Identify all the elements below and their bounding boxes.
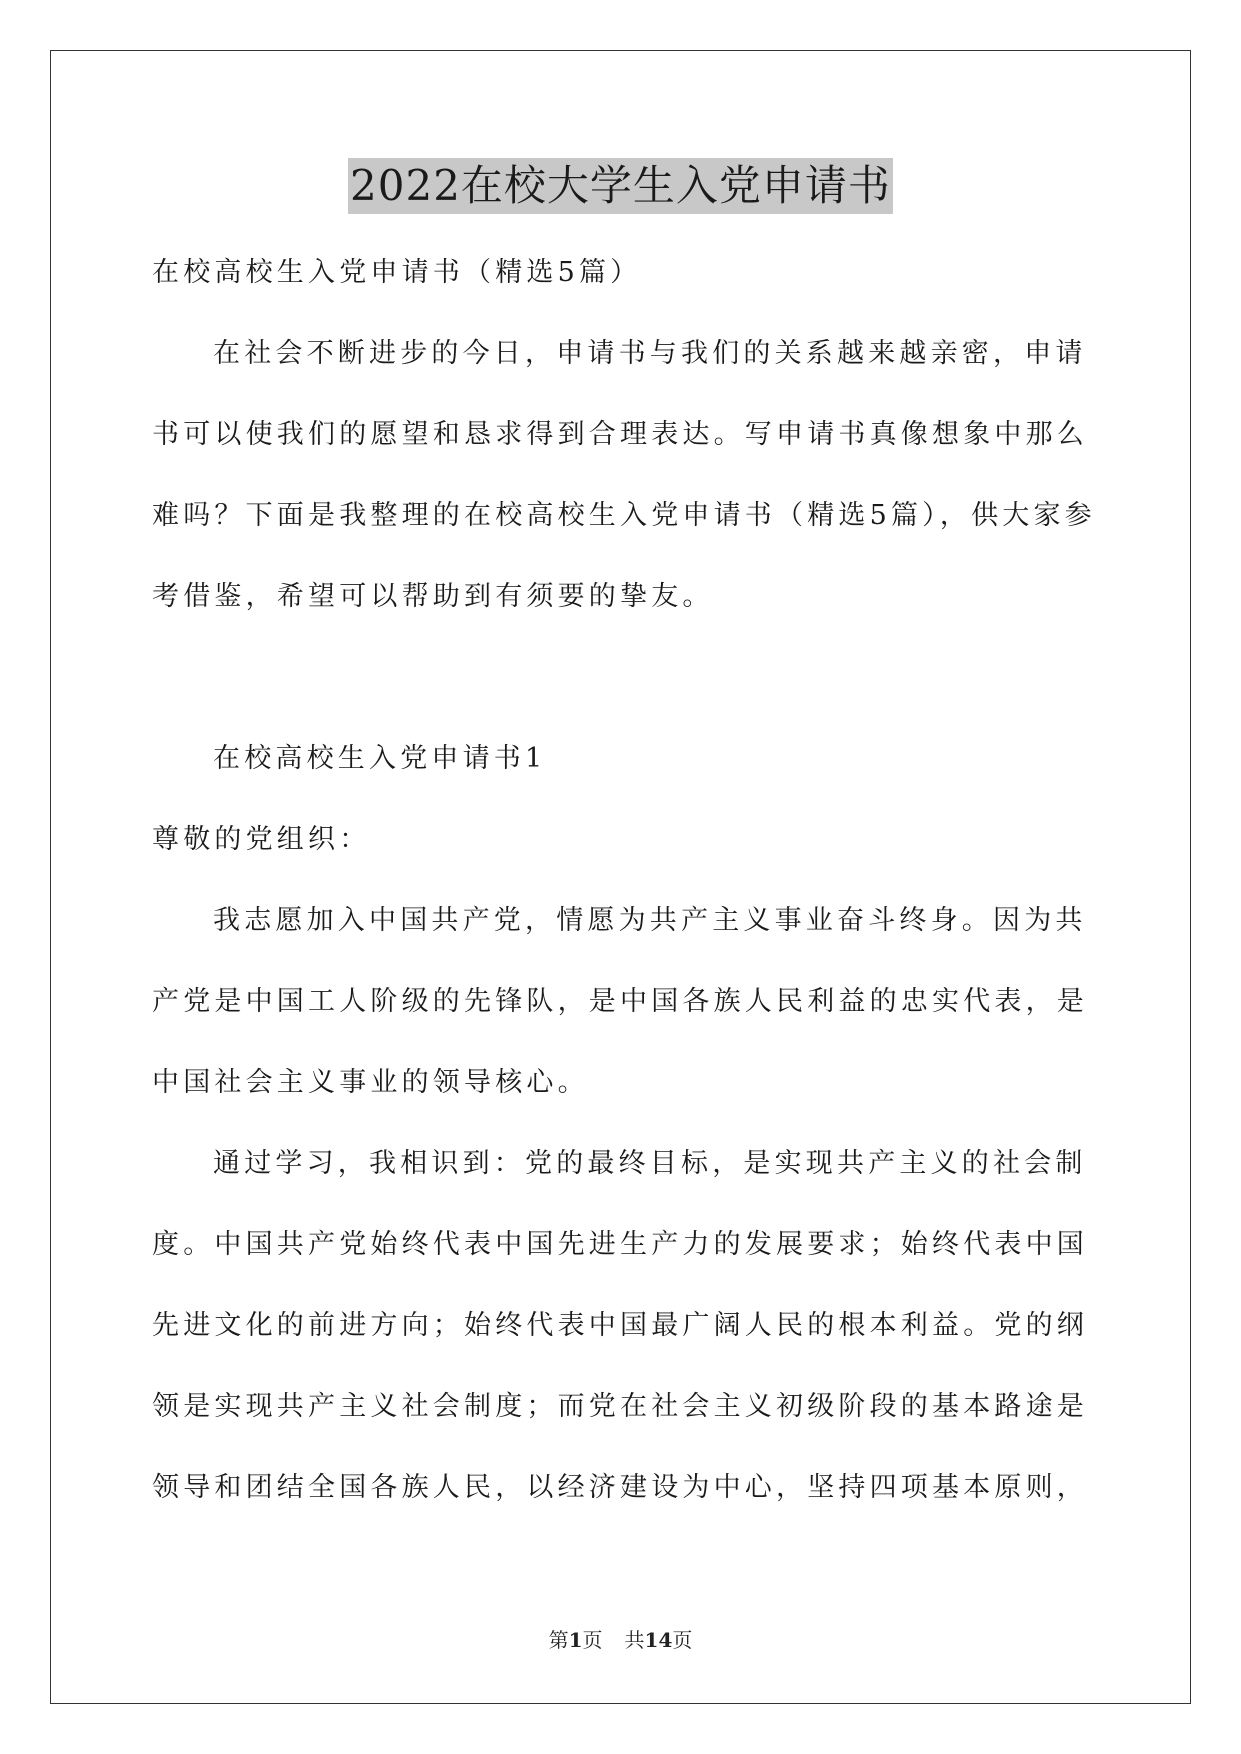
intro-line: 难吗？下面是我整理的在校高校生入党申请书（精选5篇），供大家参 [152, 500, 1096, 531]
document-title-text: 2022在校大学生入党申请书 [348, 158, 893, 214]
intro-line: 考借鉴，希望可以帮助到有须要的挚友。 [152, 581, 714, 612]
paragraph-line: 中国社会主义事业的领导核心。 [152, 1067, 589, 1098]
footer-page-prefix: 第 [548, 1628, 569, 1652]
intro-line: 在社会不断进步的今日，申请书与我们的关系越来越亲密，申请 [213, 338, 1087, 369]
document-subtitle: 在校高校生入党申请书（精选5篇） [152, 257, 642, 288]
paragraph-line: 先进文化的前进方向；始终代表中国最广阔人民的根本利益。党的纲 [152, 1310, 1088, 1341]
page-footer [0, 1628, 1241, 1652]
document-body [152, 232, 1096, 1528]
footer-page-number: 1 [568, 1628, 583, 1652]
footer-total-suffix: 页 [672, 1628, 693, 1652]
paragraph-line: 度。中国共产党始终代表中国先进生产力的发展要求；始终代表中国 [152, 1229, 1088, 1260]
paragraph-line: 领导和团结全国各族人民，以经济建设为中心，坚持四项基本原则， [152, 1472, 1088, 1503]
paragraph-line: 我志愿加入中国共产党，情愿为共产主义事业奋斗终身。因为共 [213, 905, 1087, 936]
intro-line: 书可以使我们的愿望和恳求得到合理表达。写申请书真像想象中那么 [152, 419, 1088, 450]
paragraph-spacer [152, 637, 1092, 718]
footer-total-pages: 14 [644, 1628, 673, 1652]
paragraph-line: 领是实现共产主义社会制度；而党在社会主义初级阶段的基本路途是 [152, 1391, 1088, 1422]
document-title [0, 158, 1241, 214]
paragraph-line: 通过学习，我相识到：党的最终目标，是实现共产主义的社会制 [213, 1148, 1087, 1179]
salutation: 尊敬的党组织： [152, 824, 371, 855]
footer-page-suffix: 页 [582, 1628, 603, 1652]
section-heading: 在校高校生入党申请书1 [213, 743, 547, 774]
paragraph-line: 产党是中国工人阶级的先锋队，是中国各族人民利益的忠实代表，是 [152, 986, 1088, 1017]
footer-total-prefix: 共 [624, 1628, 645, 1652]
